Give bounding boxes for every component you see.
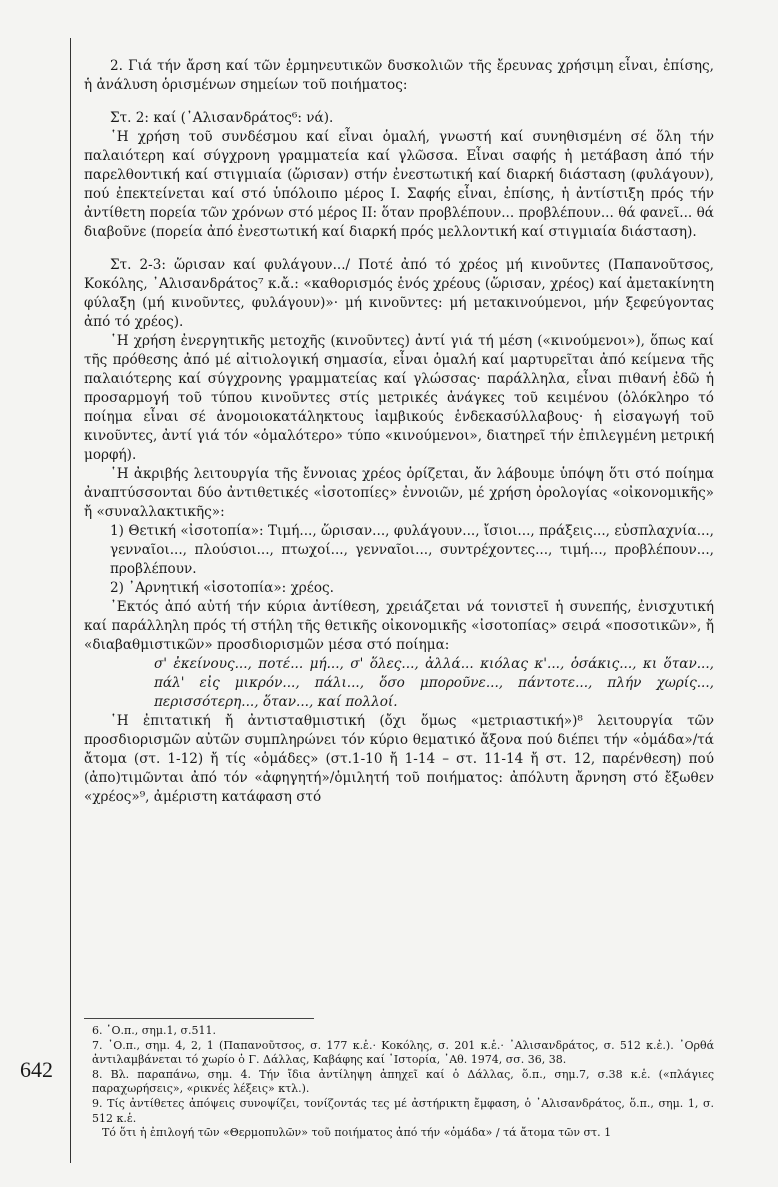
- isotopy-negative: 2) ᾿Αρνητική «ἰσοτοπία»: χρέος.: [110, 580, 334, 596]
- quantifier-list: σ' ἐκείνους..., ποτέ... μή..., σ' ὅλες..., ἀλλά... κιόλας κ'..., ὁσάκις..., κι ὅταν..., πάλ' εἰς μικρόν..., πάλι..., ὅσο μποροῦνε..., πάντοτε..., πλήν χωρίς..., περισσότερη..., ὅταν..., καί πολλοί.: [154, 656, 714, 710]
- footnote-9: 9. Τίς ἀντίθετες ἀπόψεις συνοψίζει, τονίζοντάς τες μέ ἀστήρικτη ἔμφαση, ὁ ᾿Αλισανδράτος, ὅ.π., σημ. 1, σ. 512 κ.ἑ.: [92, 1096, 714, 1125]
- paragraph-participle: ῾Η χρήση ἐνεργητικῆς μετοχῆς (κινοῦντες) ἀντί γιά τή μέση («κινούμενοι»), ὅπως καί τῆς πρόθεσης ἀπό μέ αἰτιολογική σημασία, εἶναι ὁμαλή καί μαρτυρεῖται ἀπό κείμενα τῆς παλαιότερης καί σύγχρονης γραμματείας καί γλώσσας· παράλληλα, εἶναι πιθανή ἐδῶ ἡ προσαρμογή τοῦ τύπου κινοῦντες στίς μετρικές ἀνάγκες τοῦ κειμένου (ὁλόκληρο τό ποίημα εἶναι σέ ἀνομοιοκατάληκτους ἰαμβικούς ἑνδεκασύλλαβους· ἡ εἰσαγωγή τοῦ κινοῦντες, ἀντί γιά τόν «ὁμαλότερο» τύπο «κινούμενοι», διατηρεῖ τήν ἐπιλεγμένη μετρική μορφή).: [84, 333, 714, 463]
- paragraph-kai: ῾Η χρήση τοῦ συνδέσμου καί εἶναι ὁμαλή, γνωστή καί συνηθισμένη σέ ὅλη τήν παλαιότερη καί σύγχρονη γραμματεία καί γλῶσσα. Εἶναι σαφής ἡ μετάβαση ἀπό τήν παρελθοντική καί στιγμιαία (ὥρισαν) στήν ἐνεστωτική καί διαρκή διάσταση (φυλάγουν), πού ἐπεκτείνεται καί στό ὑπόλοιπο μέρος Ι. Σαφής εἶναι, ἐπίσης, ἡ ἀντίστιξη πρός τήν ἀντίθετη πορεία τῶν χρόνων στό μέρος ΙΙ: ὅταν προβλέπουν... προβλέπουν... θά φανεῖ... θά διαβοῦνε (πορεία ἀπό ἐνεστωτική καί διαρκή πρός μελλοντική καί στιγμιαία διάσταση).: [84, 129, 714, 240]
- isotopy-positive: 1) Θετική «ἰσοτοπία»: Τιμή..., ὥρισαν..., φυλάγουν..., ἴσιοι..., πράξεις..., εὐσπλαχνία..., γενναῖοι..., πλούσιοι..., πτωχοί..., γενναῖοι..., συντρέχοντες..., τιμή..., προβλέπουν..., προβλέπουν.: [110, 523, 714, 577]
- page-number: 642: [20, 1057, 53, 1082]
- verse-reference-2-3: Στ. 2-3: ὥρισαν καί φυλάγουν.../ Ποτέ ἀπό τό χρέος μή κινοῦντες (Παπανοῦτσος, Κοκόλης, ᾿Αλισανδράτος⁷ κ.ἄ.: «καθορισμός ἑνός χρέους (ὥρισαν, χρέος) καί ἀμετακίνητη φύλαξη (μή κινοῦντες, φυλάγουν)»· μή κινοῦντες: μή μετακινούμενοι, μήν ξεφεύγοντας ἀπό τό χρέος).: [84, 257, 714, 330]
- paragraph-quantifiers: ᾿Εκτός ἀπό αὐτή τήν κύρια ἀντίθεση, χρειάζεται νά τονιστεῖ ἡ συνεπής, ἐνισχυτική καί παράλληλη πρός τή στήλη τῆς θετικῆς οἰκονομικῆς «ἰσοτοπίας» σειρά «ποσοτικῶν», ἤ «διαβαθμιστικῶν» προσδιορισμῶν μέσα στό ποίημα:: [84, 599, 714, 653]
- paragraph-function: ῾Η ἐπιτατική ἤ ἀντισταθμιστική (ὄχι ὅμως «μετριαστική»)⁸ λειτουργία τῶν προσδιορισμῶν αὐτῶν συμπληρώνει τόν κύριο θεματικό ἄξονα πού διέπει τήν «ὁμάδα»/τά ἄτομα (στ. 1-12) ἤ τίς «ὁμάδες» (στ.1-10 ἤ 1-14 – στ. 11-14 ἤ στ. 12, παρένθεση) πού (ἀπο)τιμῶνται ἀπό τόν «ἀφηγητή»/ὁμιλητή τοῦ ποιήματος: ἀπόλυτη ἄρνηση στό ἔξωθεν «χρέος»⁹, ἀμέριστη κατάφαση στό: [84, 713, 714, 805]
- verse-reference-2: Στ. 2: καί (᾿Αλισανδράτος⁶: νά).: [110, 110, 334, 126]
- footnotes: [84, 1018, 714, 1141]
- footnote-9-continued: Τό ὅτι ἡ ἐπιλογή τῶν «Θερμοπυλῶν» τοῦ ποιήματος ἀπό τήν «ὁμάδα» / τά ἄτομα τῶν στ. 1: [102, 1126, 612, 1140]
- footnote-6: 6. ῾Ο.π., σημ.1, σ.511.: [92, 1024, 216, 1037]
- margin-rule: [70, 38, 71, 1163]
- footnote-8: 8. Βλ. παραπάνω, σημ. 4. Τήν ἴδια ἀντίληψη ἀπηχεῖ καί ὁ Δάλλας, ὅ.π., σημ.7, σ.38 κ.ἑ. («πλάγιες παραχωρήσεις», «ρικνές λέξεις» κτλ.).: [92, 1067, 714, 1096]
- paragraph-chreos: ῾Η ἀκριβής λειτουργία τῆς ἔννοιας χρέος ὁρίζεται, ἄν λάβουμε ὑπόψη ὅτι στό ποίημα ἀναπτύσσονται δύο ἀντιθετικές «ἰσοτοπίες» ἐννοιῶν, μέ χρήση ὀρολογίας «οἰκονομικῆς» ἤ «συναλλακτικῆς»:: [84, 466, 714, 520]
- main-text: [84, 57, 714, 807]
- footnote-7: 7. ῾Ο.π., σημ. 4, 2, 1 (Παπανοῦτσος, σ. 177 κ.ἑ.· Κοκόλης, σ. 201 κ.ἑ.· ᾿Αλισανδράτος, σ. 512 κ.ἑ.). ᾿Ορθά ἀντιλαμβάνεται τό χωρίο ὁ Γ. Δάλλας, Καβάφης καί ῾Ιστορία, ᾿Αθ. 1974, σσ. 36, 38.: [92, 1038, 714, 1067]
- paragraph-intro: 2. Γιά τήν ἄρση καί τῶν ἑρμηνευτικῶν δυσκολιῶν τῆς ἔρευνας χρήσιμη εἶναι, ἐπίσης, ἡ ἀνάλυση ὁρισμένων σημείων τοῦ ποιήματος:: [84, 58, 714, 93]
- footnote-divider: [84, 1018, 314, 1019]
